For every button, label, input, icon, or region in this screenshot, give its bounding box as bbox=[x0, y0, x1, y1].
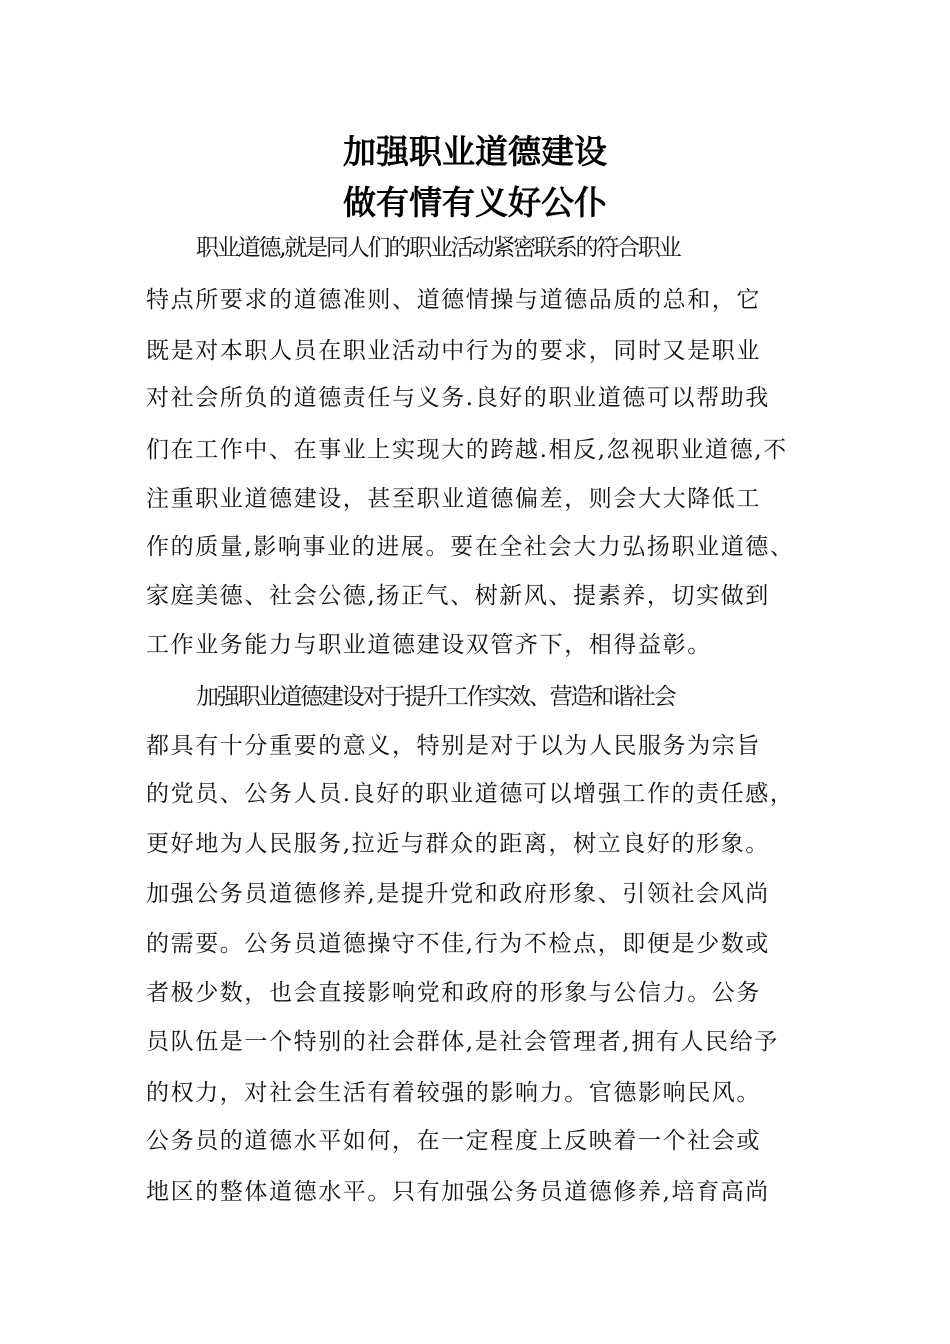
paragraph-1-line: 既是对本职人员在职业活动中行为的要求，同时又是职业 bbox=[146, 338, 761, 364]
paragraph-2-line: 员队伍是一个特别的社会群体,是社会管理者,拥有人民给予 bbox=[146, 1029, 779, 1055]
paragraph-1-line: 家庭美德、社会公德,扬正气、树新风、提素养，切实做到 bbox=[146, 583, 770, 609]
paragraph-2-line: 公务员的道德水平如何，在一定程度上反映着一个社会或 bbox=[146, 1128, 761, 1154]
paragraph-1-line: 对社会所负的道德责任与义务.良好的职业道德可以帮助我 bbox=[146, 385, 770, 411]
paragraph-2-line: 的需要。公务员道德操守不佳,行为不检点，即便是少数或 bbox=[146, 931, 770, 957]
paragraph-2-line: 者极少数，也会直接影响党和政府的形象与公信力。公务 bbox=[146, 980, 761, 1006]
paragraph-2-line: 加强职业道德建设对于提升工作实效、营造和谐社会 bbox=[196, 684, 675, 710]
paragraph-2-line: 的党员、公务人员.良好的职业道德可以增强工作的责任感， bbox=[146, 781, 795, 807]
paragraph-2-line: 地区的整体道德水平。只有加强公务员道德修养,培育高尚 bbox=[146, 1179, 770, 1205]
document-title-line-1: 加强职业道德建设 bbox=[343, 132, 607, 171]
paragraph-1-line: 作的质量,影响事业的进展。要在全社会大力弘扬职业道德、 bbox=[146, 534, 795, 560]
paragraph-2-line: 的权力，对社会生活有着较强的影响力。官德影响民风。 bbox=[146, 1080, 761, 1106]
paragraph-2-line: 更好地为人民服务,拉近与群众的距离，树立良好的形象。 bbox=[146, 831, 770, 857]
paragraph-1-line: 工作业务能力与职业道德建设双管齐下，相得益彰。 bbox=[146, 632, 712, 658]
paragraph-1-line: 职业道德,就是同人们的职业活动紧密联系的符合职业 bbox=[196, 235, 680, 261]
paragraph-1-line: 特点所要求的道德准则、道德情操与道德品质的总和，它 bbox=[146, 287, 761, 313]
paragraph-1-line: 们在工作中、在事业上实现大的跨越.相反,忽视职业道德,不 bbox=[146, 437, 788, 463]
paragraph-1-line: 注重职业道德建设，甚至职业道德偏差，则会大大降低工 bbox=[146, 486, 761, 512]
paragraph-2-line: 加强公务员道德修养,是提升党和政府形象、引领社会风尚 bbox=[146, 881, 770, 907]
paragraph-2-line: 都具有十分重要的意义，特别是对于以为人民服务为宗旨 bbox=[146, 733, 761, 759]
document-title-line-2: 做有情有义好公仆 bbox=[343, 183, 607, 222]
